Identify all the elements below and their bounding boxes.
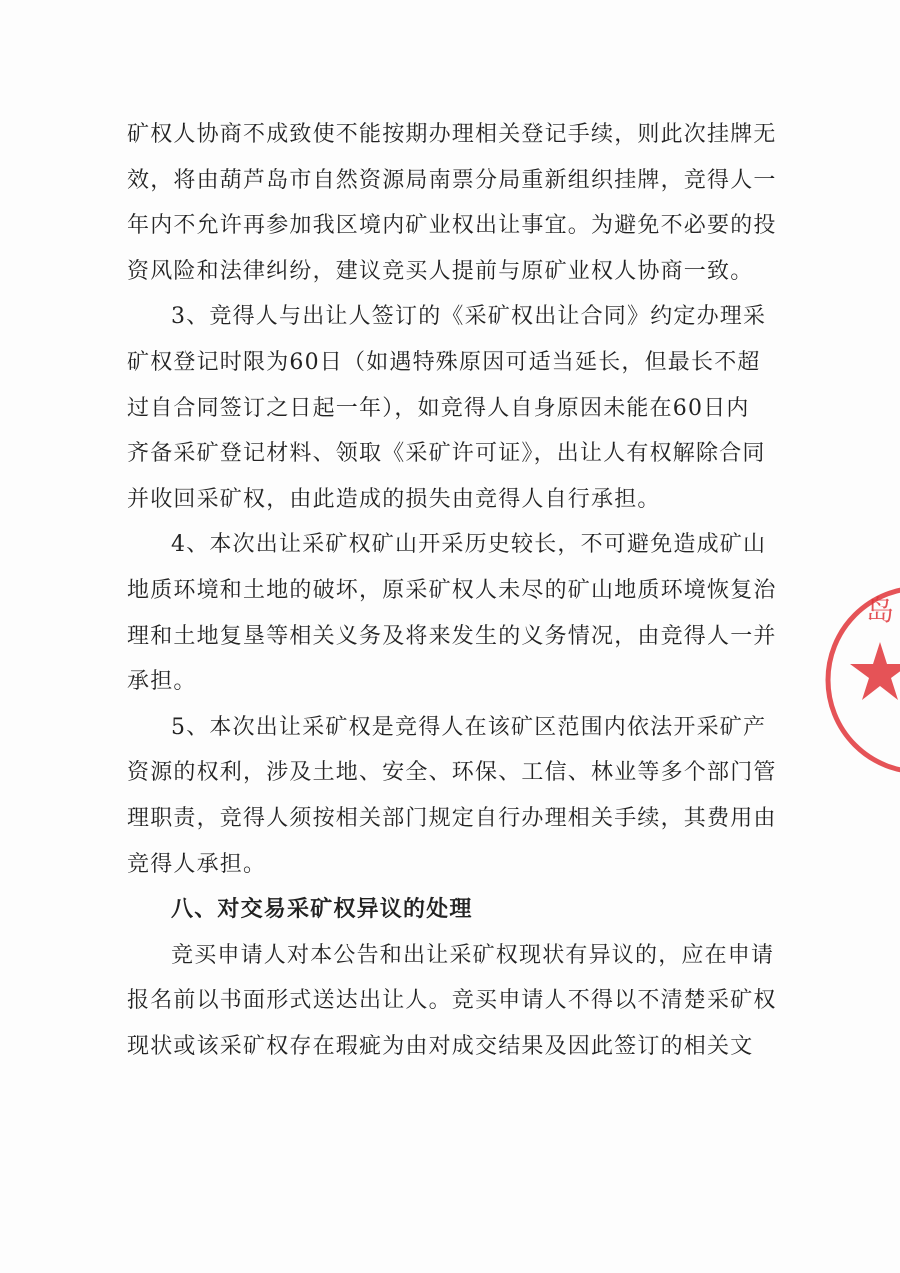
text-line: 资源的权利，涉及土地、安全、环保、工信、林业等多个部门管 (127, 760, 777, 786)
text-line: 现状或该采矿权存在瑕疵为由对成交结果及因此签订的相关文 (127, 1033, 754, 1059)
text-line: 矿权登记时限为60日（如遇特殊原因可适当延长，但最长不超 (127, 349, 761, 375)
text-line: 年内不允许再参加我区境内矿业权出让事宜。为避免不必要的投 (127, 213, 777, 239)
text-line: 报名前以书面形式送达出让人。竞买申请人不得以不清楚采矿权 (127, 988, 777, 1014)
text-line: 并收回采矿权，由此造成的损失由竞得人自行承担。 (127, 486, 661, 512)
text-line: 理职责，竞得人须按相关部门规定自行办理相关手续，其费用由 (127, 805, 777, 831)
document-body (127, 112, 787, 1069)
text-line: 承担。 (127, 669, 197, 695)
text-line: 过自合同签订之日起一年），如竞得人自身原因未能在60日内 (127, 395, 750, 421)
seal-star-icon (850, 642, 900, 700)
seal-text: 岛 (865, 594, 895, 627)
section-heading: 八、对交易采矿权异议的处理 (171, 896, 473, 923)
text-line: 5、本次出让采矿权是竞得人在该矿区范围内依法开采矿产 (171, 714, 767, 740)
text-line: 竞买申请人对本公告和出让采矿权现状有异议的，应在申请 (171, 942, 775, 968)
text-line: 齐备采矿登记材料、领取《采矿许可证》，出让人有权解除合同 (127, 441, 766, 467)
text-line: 矿权人协商不成致使不能按期办理相关登记手续，则此次挂牌无 (127, 122, 777, 147)
text-line: 理和土地复垦等相关义务及将来发生的义务情况，由竞得人一并 (127, 623, 777, 649)
text-line: 3、竞得人与出让人签订的《采矿权出让合同》约定办理采 (171, 304, 767, 330)
text-line: 效，将由葫芦岛市自然资源局南票分局重新组织挂牌，竞得人一 (127, 167, 777, 193)
text-line: 地质环境和土地的破坏，原采矿权人未尽的矿山地质环境恢复治 (127, 577, 777, 603)
text-line: 4、本次出让采矿权矿山开采历史较长，不可避免造成矿山 (171, 532, 767, 558)
official-seal-stamp (820, 580, 900, 780)
text-line: 资风险和法律纠纷，建议竞买人提前与原矿业权人协商一致。 (127, 258, 754, 284)
text-line: 竞得人承担。 (127, 851, 267, 877)
